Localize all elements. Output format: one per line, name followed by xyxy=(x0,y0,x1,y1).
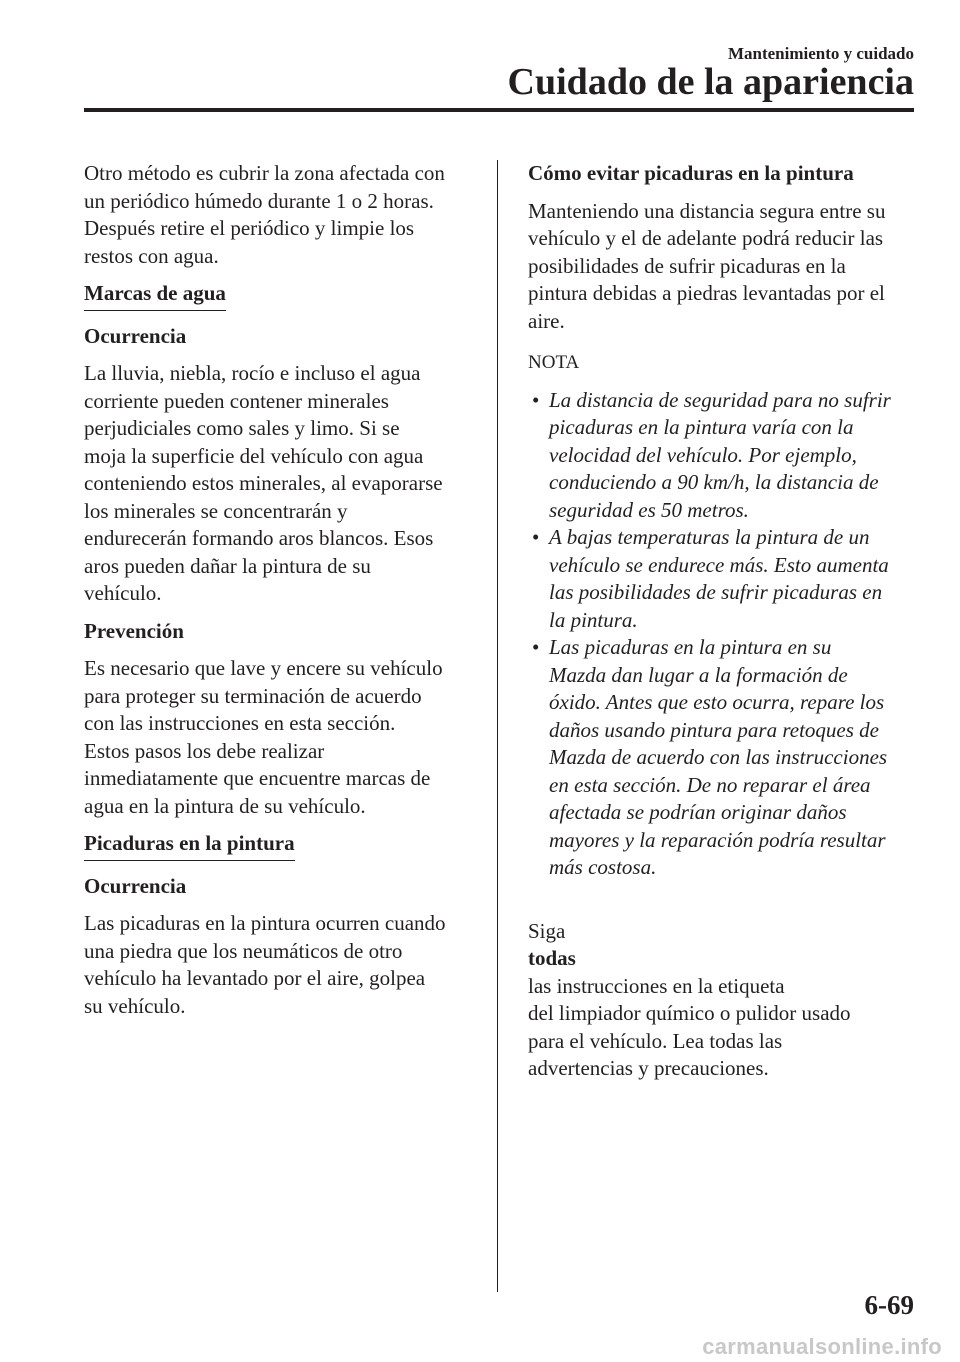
text-line: moja la superficie del vehículo con agua xyxy=(84,443,424,468)
text-line: La distancia de seguridad para no sufrir xyxy=(549,387,891,412)
text-line: en esta sección. De no reparar el área xyxy=(549,772,871,797)
water-marks-heading: Marcas de agua xyxy=(84,280,226,311)
emphasis-todas: todas xyxy=(528,946,576,970)
text-line: La lluvia, niebla, rocío e incluso el agua xyxy=(84,361,421,385)
text-line: del limpiador químico o pulidor usado xyxy=(528,1001,851,1025)
water-marks-prevention-label: Prevención xyxy=(84,618,184,643)
text-line: conduciendo a 90 km/h, la distancia de xyxy=(549,470,879,494)
note-label: NOTA xyxy=(528,352,580,373)
header-section: Mantenimiento y cuidado xyxy=(727,44,914,63)
text-line: para el vehículo. Lea todas las xyxy=(528,1028,783,1053)
text-line: vehículo se endurece más. Esto aumenta xyxy=(549,552,889,577)
closing-paragraph xyxy=(528,918,920,1083)
page-number: 6-69 xyxy=(864,1290,914,1320)
bullet-icon: • xyxy=(532,525,540,549)
text-line: afectada se podrían originar daños xyxy=(549,800,847,824)
text-line: las posibilidades de sufrir picaduras en xyxy=(549,580,883,604)
text-line: pintura debidas a piedras levantadas por el xyxy=(528,281,885,305)
text-line: Otro método es cubrir la zona afectada con xyxy=(84,161,445,185)
avoid-chips-text xyxy=(528,198,920,336)
text-line: agua en la pintura de su vehículo. xyxy=(84,793,366,818)
text-line: velocidad del vehículo. Por ejemplo, xyxy=(549,442,857,467)
text-line: vehículo. xyxy=(84,581,162,605)
text-line: Las picaduras en la pintura en su xyxy=(549,635,832,659)
text-line: aros pueden dañar la pintura de su xyxy=(84,553,371,578)
text-line: Mazda de acuerdo con las instrucciones xyxy=(549,745,888,769)
bullet-icon: • xyxy=(532,635,540,659)
page-title: Cuidado de la apariencia xyxy=(507,61,914,103)
note-item xyxy=(528,387,920,525)
text-line: un periódico húmedo durante 1 o 2 horas. xyxy=(84,188,434,213)
avoid-chips-heading: Cómo evitar picaduras en la pintura xyxy=(528,161,854,185)
text-line: óxido. Antes que esto ocurra, repare los xyxy=(549,690,885,714)
text-line: vehículo y el de adelante podrá reducir las xyxy=(528,226,884,250)
right-column xyxy=(528,160,920,1093)
bullet-icon: • xyxy=(532,387,540,412)
text-line: mayores y la reparación podría resultar xyxy=(549,827,886,852)
text-line: Estos pasos los debe realizar xyxy=(84,738,325,763)
note-item xyxy=(528,524,920,634)
watermark: carmanualsonline.info xyxy=(702,1334,942,1359)
header-rule xyxy=(84,108,914,112)
text-line: Mazda dan lugar a la formación de xyxy=(549,662,848,687)
left-column xyxy=(84,160,476,1030)
text-line: seguridad es 50 metros. xyxy=(549,497,749,522)
note-list xyxy=(528,387,920,882)
text-line: inmediatamente que encuentre marcas de xyxy=(84,766,431,790)
column-divider xyxy=(497,160,498,1292)
text-line: A bajas temperaturas la pintura de un xyxy=(549,525,870,549)
text-line: Manteniendo una distancia segura entre su xyxy=(528,198,886,223)
text-line: para proteger su terminación de acuerdo xyxy=(84,683,422,708)
chips-occurrence-text xyxy=(84,910,476,1020)
text-line: la pintura. xyxy=(549,607,638,632)
text-line: más costosa. xyxy=(549,855,657,879)
text-line: aire. xyxy=(528,308,565,333)
text-line: Después retire el periódico y limpie los xyxy=(84,216,415,240)
text-line: Las picaduras en la pintura ocurren cuando xyxy=(84,911,446,935)
text-line: daños usando pintura para retoques de xyxy=(549,717,879,742)
water-marks-occurrence-label: Ocurrencia xyxy=(84,323,187,348)
text-line: Es necesario que lave y encere su vehículo xyxy=(84,656,443,680)
text-line: los minerales se concentrarán y xyxy=(84,498,348,523)
text-line: corriente pueden contener minerales xyxy=(84,388,389,413)
text-line: restos con agua. xyxy=(84,243,219,268)
text-line: perjudiciales como sales y limo. Si se xyxy=(84,416,400,440)
text-line: picaduras en la pintura varía con la xyxy=(549,415,854,439)
text-line: advertencias y precauciones. xyxy=(528,1056,769,1080)
chips-heading: Picaduras en la pintura xyxy=(84,830,295,861)
intro-paragraph xyxy=(84,160,476,270)
text-line: con las instrucciones en esta sección. xyxy=(84,711,396,735)
text-line: Siga todas las instrucciones en la etiqueta xyxy=(528,918,785,998)
water-marks-occurrence-text xyxy=(84,360,476,608)
chips-occurrence-label: Ocurrencia xyxy=(84,873,187,898)
text-line: vehículo ha levantado por el aire, golpea xyxy=(84,966,426,990)
text-line: endurecerán formando aros blancos. Esos xyxy=(84,526,434,550)
water-marks-prevention-text xyxy=(84,655,476,820)
text-line: una piedra que los neumáticos de otro xyxy=(84,938,403,963)
text-line: conteniendo estos minerales, al evaporarse xyxy=(84,471,443,495)
note-item xyxy=(528,634,920,882)
text-line: su vehículo. xyxy=(84,993,186,1018)
text-line: posibilidades de sufrir picaduras en la xyxy=(528,253,846,278)
